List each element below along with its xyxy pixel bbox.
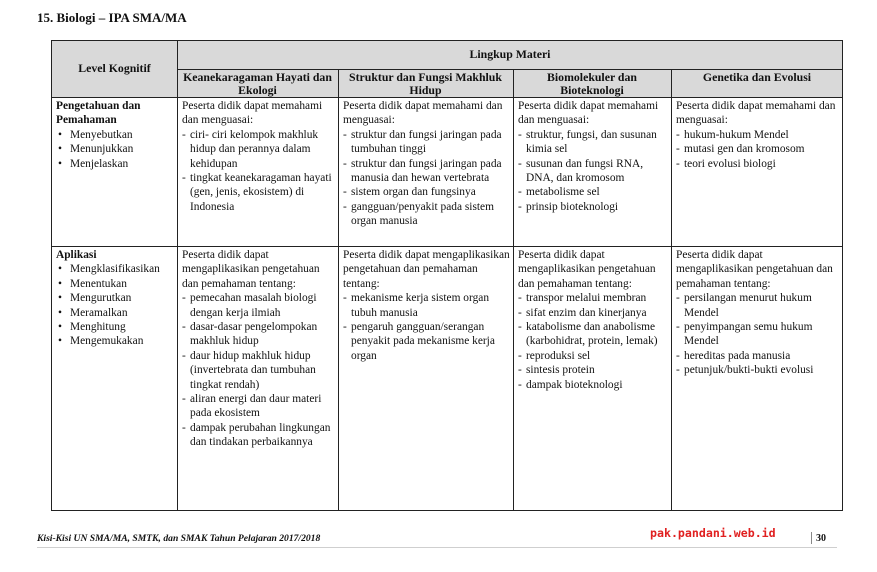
level-header: Level Kognitif: [78, 61, 151, 75]
grid-line: [338, 69, 339, 511]
list-item: - sintesis protein: [518, 364, 595, 377]
level-title: Pengetahuan dan Pemahaman: [56, 100, 141, 127]
list-item: - gangguan/penyakit pada sistem organ manusia: [343, 200, 494, 228]
scope-header: Lingkup Materi: [469, 47, 551, 61]
list-item: - mekanisme kerja sistem organ tubuh manusia: [343, 292, 490, 319]
grid-line: [671, 69, 672, 511]
cell-intro: Peserta didik dapat memahami dan menguasai:: [518, 100, 659, 127]
column-header: Keanekaragaman Hayati dan Ekologi: [183, 70, 332, 97]
content-cell: [676, 248, 841, 378]
list-item: - struktur dan fungsi jaringan pada tumbuhan tinggi: [343, 128, 502, 156]
cell-intro: Peserta didik dapat mengaplikasikan pengetahuan dan pemahaman tentang:: [518, 249, 656, 290]
list-item: • Menjelaskan: [58, 157, 129, 170]
footer-title: Kisi-Kisi UN SMA/MA, SMTK, dan SMAK Tahun Pelajaran 2017/2018: [37, 533, 321, 544]
footer-rule: [37, 547, 837, 548]
cell-intro: Peserta didik dapat mengaplikasikan pengetahuan dan pemahaman tentang:: [676, 249, 833, 290]
list-item: - sistem organ dan fungsinya: [343, 186, 476, 199]
level-title: Aplikasi: [56, 249, 97, 261]
list-item: - prinsip bioteknologi: [518, 200, 619, 213]
cell-intro: Peserta didik dapat memahami dan menguasai:: [343, 100, 503, 127]
page-heading: 15. Biologi – IPA SMA/MA: [37, 10, 187, 25]
list-item: - transpor melalui membran: [518, 292, 647, 305]
cell-intro: Peserta didik dapat memahami dan menguasai:: [182, 100, 323, 127]
list-item: - hereditas pada manusia: [676, 349, 791, 362]
list-item: - katabolisme dan anabolisme (karbohidrat, protein, lemak): [518, 321, 658, 348]
column-header: Genetika dan Evolusi: [702, 70, 812, 84]
grid-line: [52, 97, 843, 98]
content-cell: [182, 248, 336, 450]
watermark-url: pak.pandani.web.id: [650, 526, 776, 540]
list-item: • Meramalkan: [58, 306, 128, 319]
content-cell: [676, 99, 841, 171]
list-item: • Mengurutkan: [58, 292, 132, 305]
curriculum-table: [51, 40, 843, 511]
cell-intro: Peserta didik dapat mengaplikasikan pengetahuan dan pemahaman tentang:: [343, 249, 510, 290]
column-header: Biomolekuler dan Bioteknologi: [547, 70, 637, 97]
content-cell: [518, 99, 669, 214]
list-item: - teori evolusi biologi: [676, 157, 776, 170]
list-item: - pemecahan masalah biologi dengan kerja ilmiah: [182, 292, 317, 319]
content-cell: [343, 248, 511, 363]
list-item: - daur hidup makhluk hidup (invertebrata dan tumbuhan tingkat rendah): [182, 349, 316, 391]
list-item: - metabolisme sel: [518, 186, 600, 199]
list-item: - dampak bioteknologi: [518, 378, 623, 391]
grid-line: [177, 41, 178, 511]
list-item: - sifat enzim dan kinerjanya: [518, 306, 647, 319]
list-item: - pengaruh gangguan/serangan penyakit pada mekanisme kerja organ: [343, 321, 495, 362]
grid-line: [52, 246, 843, 247]
list-item: • Menyebutkan: [58, 128, 133, 141]
list-item: - hukum-hukum Mendel: [676, 128, 789, 141]
list-item: • Menunjukkan: [58, 143, 134, 156]
list-item: - struktur dan fungsi jaringan pada manusia dan hewan vertebrata: [343, 157, 502, 185]
list-item: - mutasi gen dan kromosom: [676, 143, 805, 156]
list-item: - persilangan menurut hukum Mendel: [676, 292, 812, 319]
content-cell: [343, 99, 511, 229]
list-item: - reproduksi sel: [518, 349, 591, 362]
list-item: • Mengemukakan: [58, 335, 144, 348]
list-item: - penyimpangan semu hukum Mendel: [676, 321, 813, 348]
list-item: - struktur, fungsi, dan susunan kimia sel: [518, 128, 657, 156]
page-number: 30: [816, 533, 826, 544]
list-item: • Menentukan: [58, 277, 127, 290]
content-cell: [182, 99, 336, 214]
column-header: Struktur dan Fungsi Makhluk Hidup: [349, 70, 502, 97]
list-item: - susunan dan fungsi RNA, DNA, dan kromosom: [518, 157, 644, 185]
list-item: - dasar-dasar pengelompokan makhluk hidup: [182, 321, 318, 348]
list-item: - ciri- ciri kelompok makhluk hidup dan perannya dalam kehidupan: [182, 128, 319, 170]
level-cell: [56, 248, 174, 349]
footer-divider: [811, 532, 812, 544]
cell-intro: Peserta didik dapat mengaplikasikan pengetahuan dan pemahaman tentang:: [182, 249, 320, 290]
level-cell: [56, 99, 174, 171]
list-item: - dampak perubahan lingkungan dan tindakan perbaikannya: [182, 421, 331, 449]
grid-line: [513, 69, 514, 511]
list-item: - aliran energi dan daur materi pada ekosistem: [182, 393, 322, 420]
list-item: - petunjuk/bukti-bukti evolusi: [676, 364, 814, 377]
list-item: • Mengklasifikasikan: [58, 263, 160, 276]
cell-intro: Peserta didik dapat memahami dan menguasai:: [676, 100, 836, 127]
list-item: - tingkat keanekaragaman hayati (gen, jenis, ekosistem) di Indonesia: [182, 172, 332, 213]
content-cell: [518, 248, 669, 392]
list-item: • Menghitung: [58, 321, 126, 334]
